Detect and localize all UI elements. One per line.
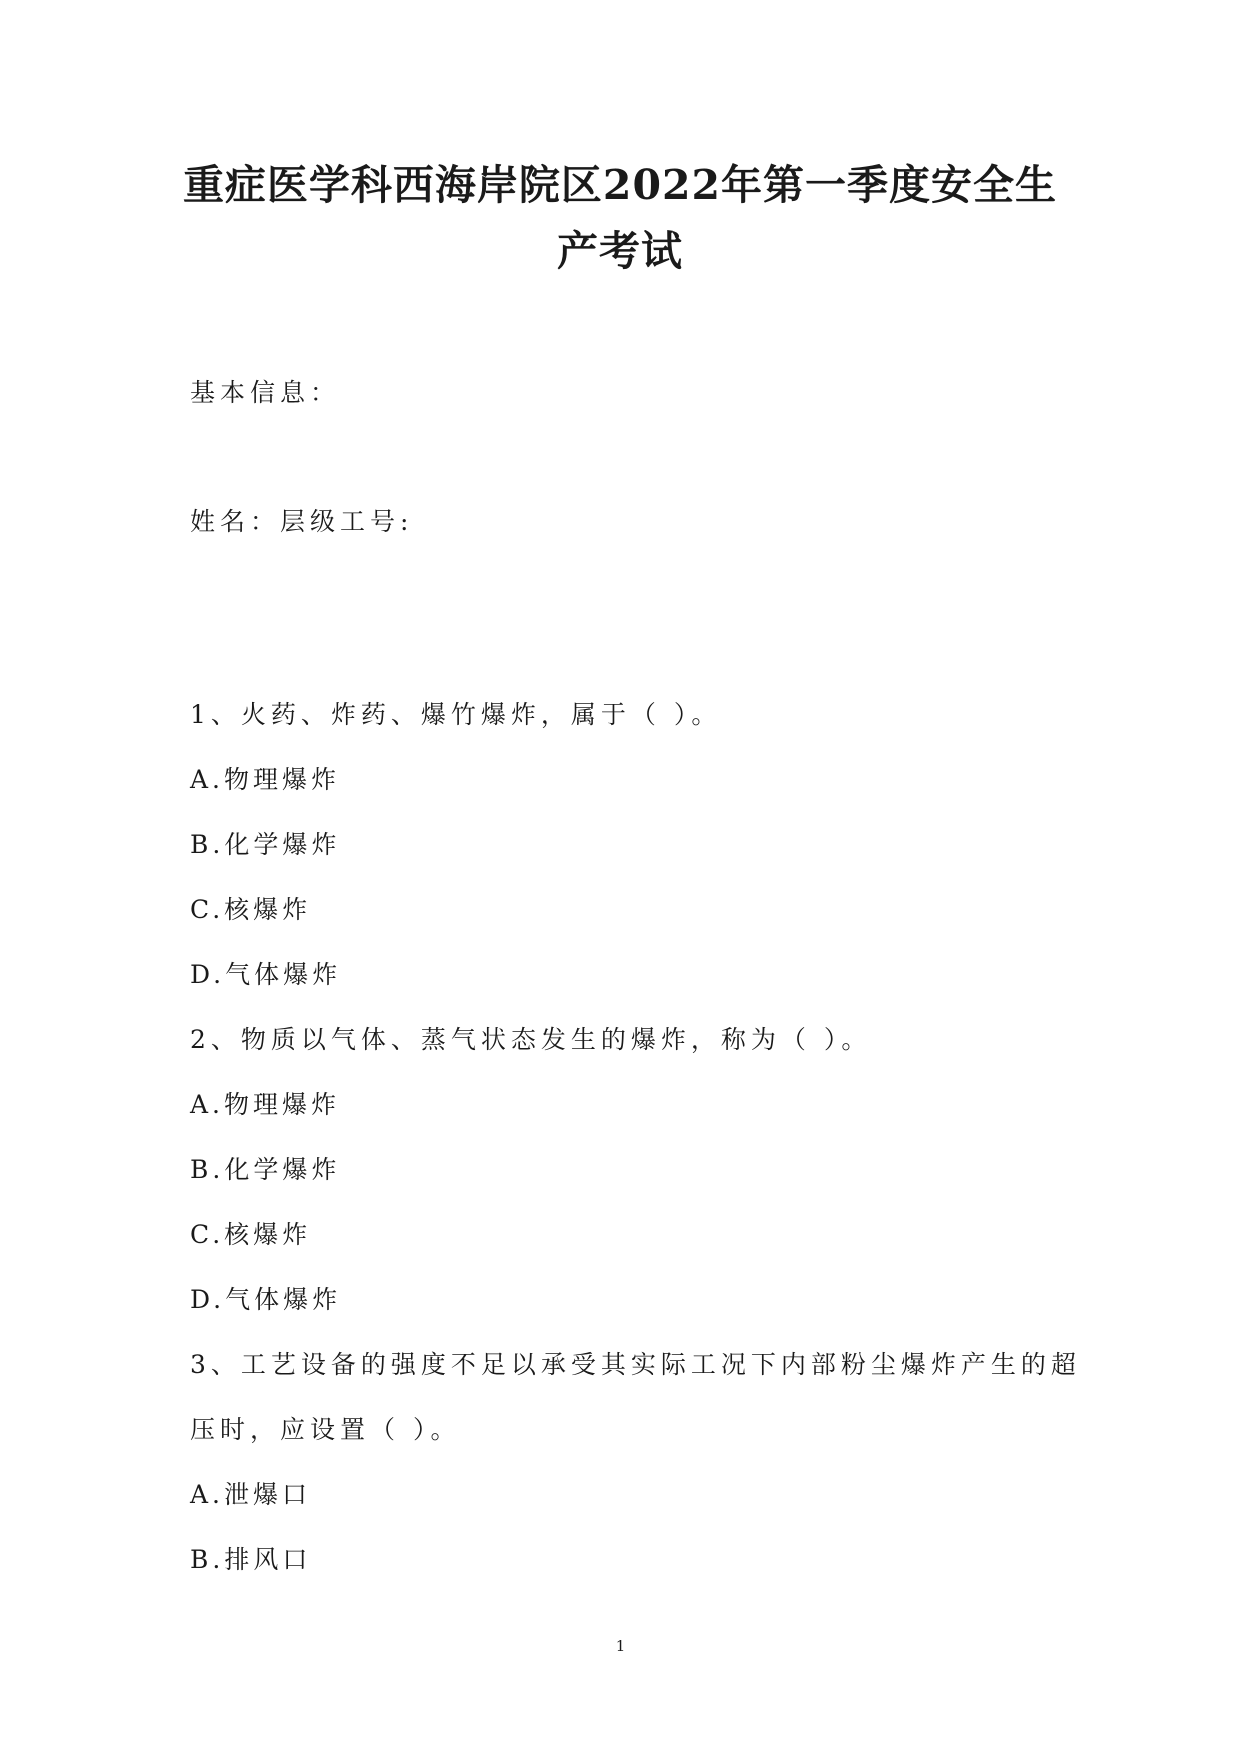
basic-info-label: 基本信息： [190,378,341,407]
question-1-option-c: C.核爆炸 [190,895,312,924]
question-3-option-b: B.排风口 [190,1545,312,1574]
title-line-2: 产考试 [557,227,683,275]
title-line-1: 重症医学科西海岸院区2022年第一季度安全生 [182,161,1058,209]
question-3-stem-line-1: 3、工艺设备的强度不足以承受其实际工况下内部粉尘爆炸产生的超 [190,1350,1081,1379]
question-1-option-b: B.化学爆炸 [190,830,341,859]
name-id-row: 姓名：层级工号: [190,507,414,536]
question-2-option-b: B.化学爆炸 [190,1155,341,1184]
question-2-stem: 2、物质以气体、蒸气状态发生的爆炸，称为（ ）。 [190,1025,872,1054]
question-2-option-d: D.气体爆炸 [190,1285,342,1314]
document-title [160,152,1080,284]
question-1-option-d: D.气体爆炸 [190,960,342,989]
question-2-option-a: A.物理爆炸 [190,1090,341,1119]
question-3-option-a: A.泄爆口 [190,1480,312,1509]
question-3-stem-line-2: 压时，应设置（ ）。 [190,1415,461,1444]
question-2-option-c: C.核爆炸 [190,1220,312,1249]
page-number: 1 [615,1637,626,1655]
question-1-stem: 1、火药、炸药、爆竹爆炸，属于（ ）。 [190,700,722,729]
question-1-option-a: A.物理爆炸 [190,765,341,794]
